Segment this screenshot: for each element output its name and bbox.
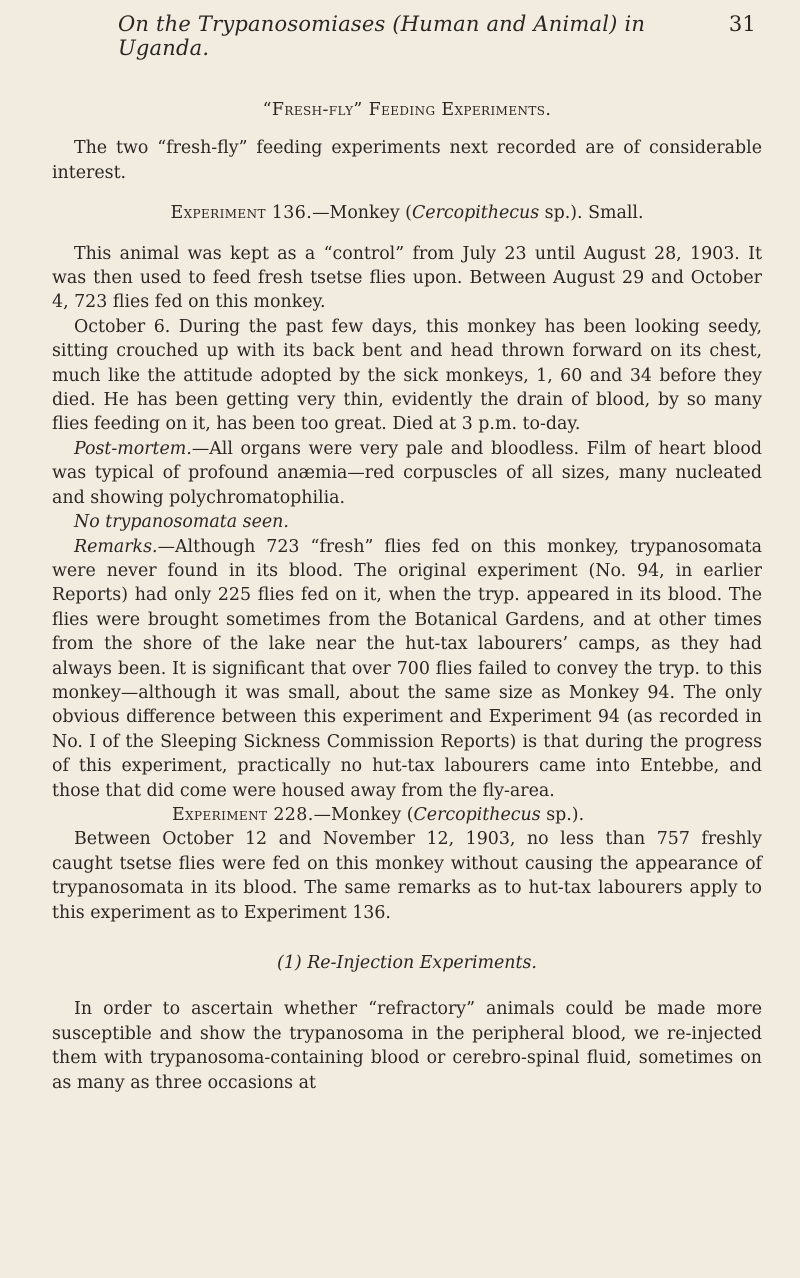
page-body	[52, 82, 762, 1095]
experiment-228-heading	[52, 803, 762, 827]
title-paren: (Human and Animal)	[392, 12, 618, 36]
title-part-1: Trypanosomiases	[197, 12, 386, 36]
remarks-paragraph	[52, 535, 762, 803]
experiment-228-species: Cercopithecus	[413, 804, 541, 825]
experiment-136-paragraph-2: October 6. During the past few days, this monkey has been looking seedy, sitting crouched up with its back bent and head thrown forward on its chest, much like the attitude adopted by the sick monkeys, 1, 60 and 34 before they died. He has been getting very thin, evidently the drain of blood, by so many flies feeding on it, has been too great. Died at 3 p.m. to-day.	[52, 316, 762, 435]
running-title	[118, 12, 729, 60]
experiment-136-dash: —Monkey (	[312, 203, 412, 224]
reinjection-heading	[52, 951, 762, 975]
fresh-fly-intro: The two “fresh-fly” feeding experiments next recorded are of considerable interest.	[52, 138, 762, 183]
section-heading-fresh-fly: “Fresh-fly” Feeding Experiments.	[262, 100, 552, 120]
reinjection-paragraph-1: In order to ascertain whether “refractory” animals could be made more susceptible and show the trypanosoma in the peripheral blood, we re-injected them with trypanosoma-containing blood or cerebro-spinal fluid, sometimes on as many as three occasions at	[52, 999, 762, 1093]
experiment-228-paragraph-1: Between October 12 and November 12, 1903, no less than 757 freshly caught tsetse flies were fed on this monkey without causing the appearance of trypanosomata in its blood. The same remarks as to hut-tax labourers apply to this experiment as to Experiment 136.	[52, 829, 762, 923]
remarks-text: —Although 723 “fresh” flies fed on this monkey, trypanosomata were never found in its blood. The original experiment (No. 94, in earlier Reports) had only 225 flies fed on it, when the tryp. appeared in its blood. The flies were brought sometimes from the Botanical Gardens, and at other times from the shore of the lake near the hut-tax labourers’ camps, as they had always been. It is significant that over 700 flies failed to convey the tryp. to this monkey—although it was small, about the same size as Monkey 94. The only obvious difference between this experiment and Experiment 94 (as recorded in No. I of the Sleeping Sickness Commission Reports) is that during the progress of this experiment, practically no hut-tax labourers came into Entebbe, and those that did come were housed away from the fly-area.	[52, 536, 762, 801]
experiment-228-rest: sp.).	[540, 804, 585, 825]
post-mortem-label: Post-mortem.	[74, 438, 192, 459]
experiment-136-paragraph-1: This animal was kept as a “control” from July 23 until August 28, 1903. It was then used to feed fresh tsetse flies upon. Between August 29 and October 4, 723 flies fed on this monkey.	[52, 243, 762, 313]
experiment-136-label: Experiment 136.	[170, 203, 313, 224]
no-trypanosomata-line	[52, 510, 762, 534]
post-mortem-text: —All organs were very pale and bloodless. Film of heart blood was typical of profound anæmia—red corpuscles of all sizes, many nucleated and showing polychromatophilia.	[52, 438, 762, 508]
page-number: 31	[728, 12, 756, 36]
post-mortem-paragraph	[52, 437, 762, 510]
title-prefix: On the	[118, 12, 192, 36]
running-header	[118, 12, 756, 60]
experiment-136-species: Cercopithecus	[411, 203, 540, 224]
remarks-label: Remarks.	[74, 536, 158, 557]
experiment-136-heading	[52, 201, 762, 225]
experiment-228-dash: —Monkey (	[313, 804, 414, 825]
experiment-228-label: Experiment 228.	[172, 804, 314, 825]
experiment-136-rest: sp.). Small.	[539, 203, 644, 224]
title-part-2: in Uganda.	[118, 12, 646, 60]
reinjection-heading-text: (1) Re-Injection Experiments.	[277, 953, 537, 973]
no-trypanosomata-text: No trypanosomata seen.	[74, 512, 289, 533]
